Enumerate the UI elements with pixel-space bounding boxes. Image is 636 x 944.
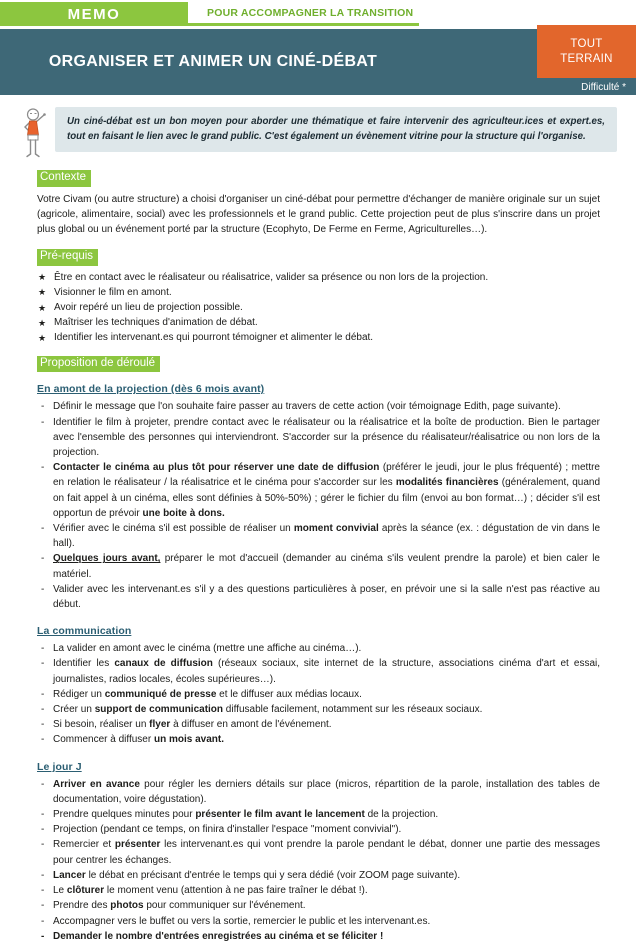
mascot-person-icon: [18, 107, 50, 164]
dash-bullet: -: [41, 900, 45, 912]
difficulty-label: Difficulté *: [581, 82, 626, 93]
list-item: [37, 929, 600, 944]
list-item-text: Identifier le film à projeter, prendre contact avec le réalisateur ou la réalisatrice et la boîte de production. Bien le partager avec l'ensemble des personnes qui interviendront. S'accorder sur la présence du réalisateur/réalisatrice ou non lors de la projection.: [53, 416, 600, 459]
list-item: [37, 521, 600, 551]
list-item-text: Quelques jours avant, préparer le mot d'accueil (demander au cinéma s'ils veulent prendre la parole) et bien caler le matériel.: [53, 553, 600, 580]
tagline: [188, 2, 419, 26]
list-item: [37, 807, 600, 822]
document-body: [37, 170, 600, 944]
list-item-text: Définir le message que l'on souhaite faire passer au travers de cette action (voir témoignage Edith, page suivante).: [53, 401, 561, 413]
list-item: [37, 656, 600, 686]
memo-badge: [0, 2, 188, 26]
list-item-text: La valider en amont avec le cinéma (mettre une affiche au cinéma…).: [53, 643, 362, 655]
list-item: [37, 582, 600, 612]
dash-bullet: -: [41, 401, 45, 413]
star-icon: ★: [38, 317, 47, 328]
contexte-heading: Contexte: [37, 170, 91, 187]
masthead: [0, 0, 636, 26]
page-title: ORGANISER ET ANIMER UN CINÉ-DÉBAT: [48, 53, 378, 70]
tagline-label: POUR ACCOMPAGNER LA TRANSITION: [207, 6, 414, 19]
en-amont-list: [37, 399, 600, 612]
deroule-heading: Proposition de déroulé: [37, 356, 160, 373]
jour-j-heading: Le jour J: [37, 760, 82, 773]
list-item: [37, 415, 600, 461]
list-item: [37, 717, 600, 732]
dash-bullet: -: [41, 930, 45, 942]
list-item-text: Visionner le film en amont.: [54, 286, 172, 298]
dash-bullet: -: [41, 839, 45, 851]
list-item: [37, 837, 600, 867]
dash-bullet: -: [41, 734, 45, 746]
list-item-text: Rédiger un communiqué de presse et le diffuser aux médias locaux.: [53, 688, 362, 700]
intro-note: Un ciné-débat est un bon moyen pour aborder une thématique et faire intervenir des agriculteur.ices et expert.es, tout en faisant le lien avec le grand public. C'est également un évènement vitrine pour la structure qui l'organise.: [55, 107, 617, 152]
list-item-text: Lancer le débat en précisant d'entrée le temps qui y sera dédié (voir ZOOM page suivante).: [53, 869, 461, 881]
list-item: [37, 460, 600, 521]
list-item-text: Prendre des photos pour communiquer sur l'événement.: [53, 900, 306, 912]
dash-bullet: -: [41, 643, 45, 655]
list-item-text: Contacter le cinéma au plus tôt pour réserver une date de diffusion (préférer le jeudi, jour le plus fréquenté) ; mettre en relation le réalisateur / la réalisatrice et le cinéma pour s'accorder sur les modalités financières (généralement, quand on fait appel à un cinéma, elles sont définies à 50%-50%) ; gérer le fichier du film (envoi au bon format…) ; décider s'il est opportun de prévoir une boite à dons.: [53, 462, 600, 519]
list-item-text: Identifier les intervenant.es qui pourront témoigner et alimenter le débat.: [54, 332, 374, 344]
terrain-badge-line2: TERRAIN: [560, 52, 613, 65]
list-item-text: Avoir repéré un lieu de projection possible.: [54, 302, 243, 313]
list-item-text: Demander le nombre d'entrées enregistrées au cinéma et se féliciter !: [53, 930, 384, 942]
list-item: [37, 868, 600, 883]
dash-bullet: -: [41, 462, 45, 474]
dash-bullet: -: [41, 809, 45, 821]
star-icon: ★: [38, 272, 47, 283]
dash-bullet: -: [41, 869, 45, 881]
intro-row: [55, 107, 617, 152]
section-prerequis: [37, 249, 600, 346]
title-bar: [0, 29, 636, 95]
communication-heading: La communication: [37, 625, 132, 638]
list-item-text: Prendre quelques minutes pour présenter le film avant le lancement de la projection.: [53, 809, 439, 821]
prerequis-heading: Pré-requis: [37, 249, 98, 266]
list-item: [37, 399, 600, 414]
list-item: [37, 315, 600, 330]
terrain-badge: [537, 25, 636, 78]
list-item-text: Projection (pendant ce temps, on finira d'installer l'espace "moment convivial").: [53, 824, 402, 836]
dash-bullet: -: [41, 778, 45, 790]
list-item-text: Remercier et présenter les intervenant.es qui vont prendre la parole pendant le débat, donner une partie des messages pour centrer les échanges.: [53, 839, 601, 866]
dash-bullet: -: [41, 915, 45, 927]
list-item: [37, 270, 600, 285]
dash-bullet: -: [41, 688, 45, 700]
list-item: [37, 883, 600, 898]
list-item-text: Créer un support de communication diffusable facilement, notamment sur les réseaux sociaux.: [53, 704, 483, 716]
prerequis-list: [37, 270, 600, 346]
dash-bullet: -: [41, 583, 45, 595]
en-amont-heading: En amont de la projection (dès 6 mois avant): [37, 383, 265, 396]
subsection-en-amont: [37, 383, 600, 612]
list-item-text: Arriver en avance pour régler les derniers détails sur place (micros, répartition de la parole, installation des tables de documentation, voire dégustation).: [53, 778, 600, 805]
memo-label: MEMO: [67, 5, 121, 23]
subsection-communication: [37, 625, 600, 747]
dash-bullet: -: [41, 416, 45, 428]
dash-bullet: -: [41, 553, 45, 565]
dash-bullet: -: [41, 824, 45, 836]
list-item-text: Valider avec les intervenant.es s'il y a des questions particulières à poser, en prévoir une si la salle n'est pas réactive au début.: [53, 583, 600, 611]
list-item-text: Être en contact avec le réalisateur ou réalisatrice, valider sa présence ou non lors de la projection.: [54, 271, 489, 283]
dash-bullet: -: [41, 523, 45, 535]
star-icon: ★: [38, 302, 47, 313]
list-item: [37, 777, 600, 807]
list-item-text: Le clôturer le moment venu (attention à ne pas faire traîner le débat !).: [53, 885, 368, 897]
contexte-paragraph: Votre Civam (ou autre structure) a choisi d'organiser un ciné-débat pour permettre d'échanger de manière originale sur un sujet (agricole, alimentaire, social) avec les professionnels et le grand public. Cette projection peut de plus s'inscrire dans un projet plus global ou un événement porté par la structure (Ecophyto, De Ferme en Ferme, Agriculturelles…).: [37, 193, 600, 235]
dash-bullet: -: [41, 719, 45, 731]
list-item-text: Vérifier avec le cinéma s'il est possible de réaliser un moment convivial après la séance (ex. : dégustation de vin dans le hall).: [53, 523, 601, 550]
list-item: [37, 702, 600, 717]
star-icon: ★: [38, 332, 47, 343]
list-item: [37, 732, 600, 747]
list-item-text: Commencer à diffuser un mois avant.: [53, 734, 224, 746]
list-item: [37, 641, 600, 656]
list-item: [37, 898, 600, 913]
star-icon: ★: [38, 287, 47, 298]
subsection-jour-j: [37, 761, 600, 944]
list-item-text: Maîtriser les techniques d'animation de débat.: [54, 317, 258, 329]
list-item-text: Si besoin, réaliser un flyer à diffuser en amont de l'événement.: [53, 719, 332, 731]
section-contexte: [37, 170, 600, 237]
list-item: [37, 914, 600, 929]
list-item: [37, 300, 600, 315]
list-item: [37, 822, 600, 837]
dash-bullet: -: [41, 885, 45, 897]
dash-bullet: -: [41, 704, 45, 716]
list-item-text: Identifier les canaux de diffusion (réseaux sociaux, site internet de la structure, associations cinéma d'art et essai, journalistes, radios locales, écoles supérieures…).: [53, 658, 601, 685]
list-item: [37, 285, 600, 300]
list-item: [37, 330, 600, 345]
list-item-text: Accompagner vers le buffet ou vers la sortie, remercier le public et les intervenant.es.: [53, 915, 431, 927]
section-deroule: [37, 356, 600, 944]
list-item: [37, 551, 600, 581]
dash-bullet: -: [41, 658, 45, 670]
list-item: [37, 687, 600, 702]
jour-j-list: [37, 777, 600, 944]
communication-list: [37, 641, 600, 747]
terrain-badge-line1: TOUT: [570, 37, 603, 50]
